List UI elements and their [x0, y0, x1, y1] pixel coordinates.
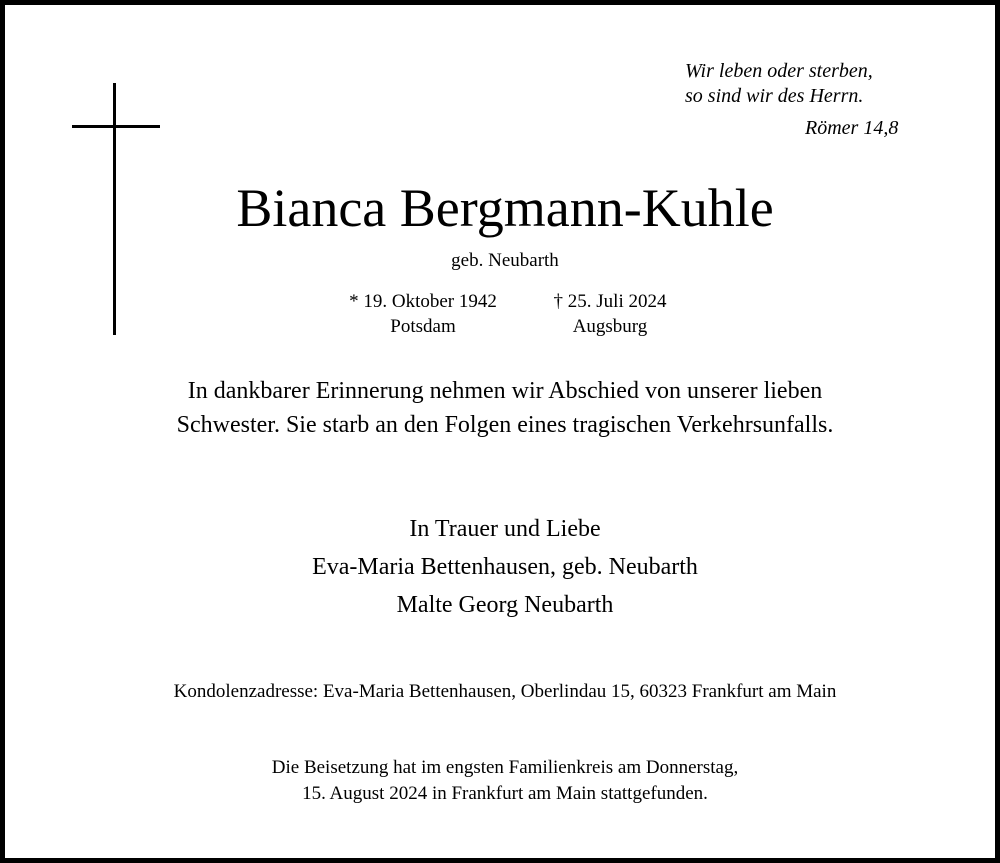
- farewell-line-2: Schwester. Sie starb an den Folgen eines tragischen Verkehrsunfalls.: [176, 412, 834, 438]
- funeral-line-1: Die Beisetzung hat im engsten Familienkreis am Donnerstag,: [271, 757, 739, 778]
- farewell-text: [5, 374, 1000, 442]
- birth-date: * 19. Oktober 1942: [349, 291, 497, 312]
- farewell-line-1: In dankbarer Erinnerung nehmen wir Abschied von unserer lieben: [187, 378, 823, 404]
- birth-place: Potsdam: [390, 316, 456, 337]
- verse-line-1: Wir leben oder sterben,: [685, 60, 873, 82]
- verse-line-2: so sind wir des Herrn.: [685, 85, 864, 107]
- funeral-note: [5, 755, 1000, 807]
- mourners-block: [5, 510, 1000, 624]
- death-place: Augsburg: [572, 316, 648, 337]
- mourner-name: Malte Georg Neubarth: [396, 592, 614, 618]
- death-date: † 25. Juli 2024: [553, 291, 667, 312]
- condolence-address: Kondolenzadresse: Eva-Maria Bettenhausen, Oberlindau 15, 60323 Frankfurt am Main: [173, 681, 837, 702]
- mourner-name: Eva-Maria Bettenhausen, geb. Neubarth: [312, 554, 698, 580]
- birth-info: [333, 289, 513, 339]
- mourners-heading: In Trauer und Liebe: [409, 516, 601, 542]
- maiden-name: geb. Neubarth: [451, 250, 559, 271]
- deceased-name: Bianca Bergmann-Kuhle: [236, 178, 774, 238]
- verse-reference: Römer 14,8: [805, 117, 899, 139]
- funeral-line-2: 15. August 2024 in Frankfurt am Main stattgefunden.: [302, 783, 708, 804]
- death-info: [540, 289, 680, 339]
- cross-horizontal-bar: [72, 125, 160, 128]
- bible-verse: [685, 59, 945, 109]
